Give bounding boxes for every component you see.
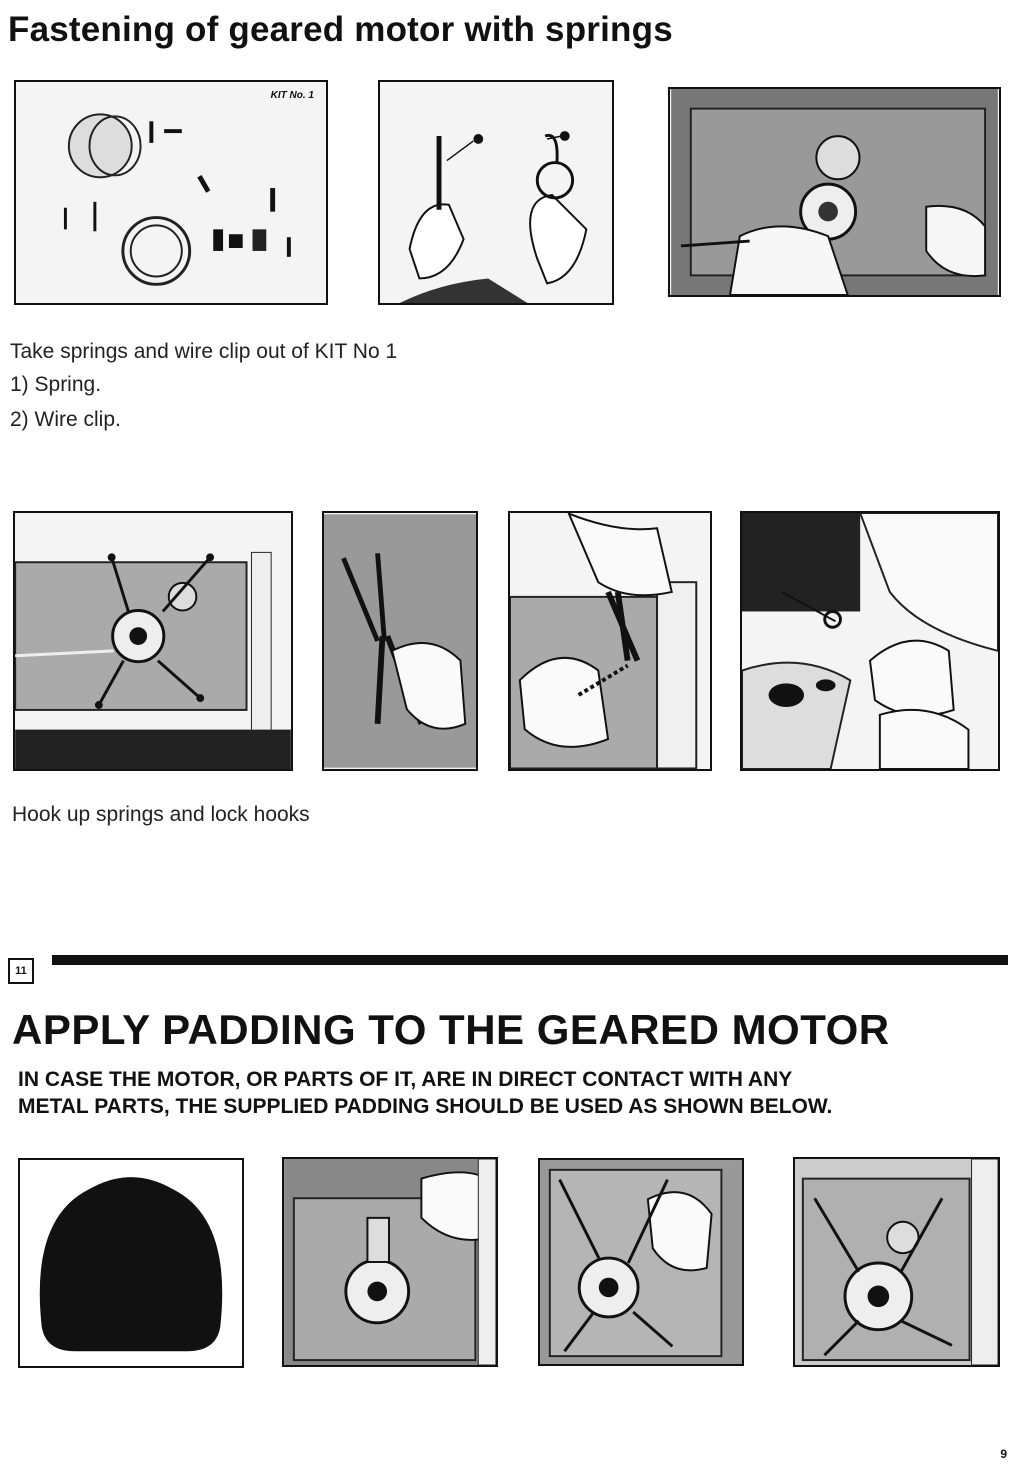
spring-and-clip-figure: [378, 80, 614, 305]
subtitle-line-2: METAL PARTS, THE SUPPLIED PADDING SHOULD BE USED AS SHOWN BELOW.: [18, 1095, 833, 1118]
section-number: 11: [8, 958, 34, 984]
hooking-spring-figure: [508, 511, 712, 771]
section-title: APPLY PADDING TO THE GEARED MOTOR: [12, 1006, 890, 1053]
subtitle-line-1: IN CASE THE MOTOR, OR PARTS OF IT, ARE IN DIRECT CONTACT WITH ANY: [18, 1068, 793, 1091]
hook-springs-caption: Hook up springs and lock hooks: [12, 803, 310, 826]
padding-step-2-figure: [538, 1158, 744, 1366]
springs-on-motor-figure: [13, 511, 293, 771]
step-wire-clip: 2) Wire clip.: [10, 408, 121, 431]
step-spring: 1) Spring.: [10, 373, 102, 396]
section-divider: [52, 955, 1008, 965]
page-title: Fastening of geared motor with springs: [8, 10, 673, 49]
pliers-figure: [322, 511, 478, 771]
kit-contents-figure: [14, 80, 328, 305]
padding-step-1-figure: [282, 1157, 498, 1367]
section-subtitle: [18, 1066, 832, 1120]
padding-piece-figure: [18, 1158, 244, 1368]
padding-step-3-figure: [793, 1157, 1000, 1367]
mounting-motor-figure: [668, 87, 1001, 297]
lock-hook-figure: [740, 511, 1000, 771]
page-number: 9: [1000, 1447, 1007, 1461]
instruction-text: Take springs and wire clip out of KIT No 1: [10, 340, 398, 363]
kit-label: KIT No. 1: [270, 90, 314, 101]
